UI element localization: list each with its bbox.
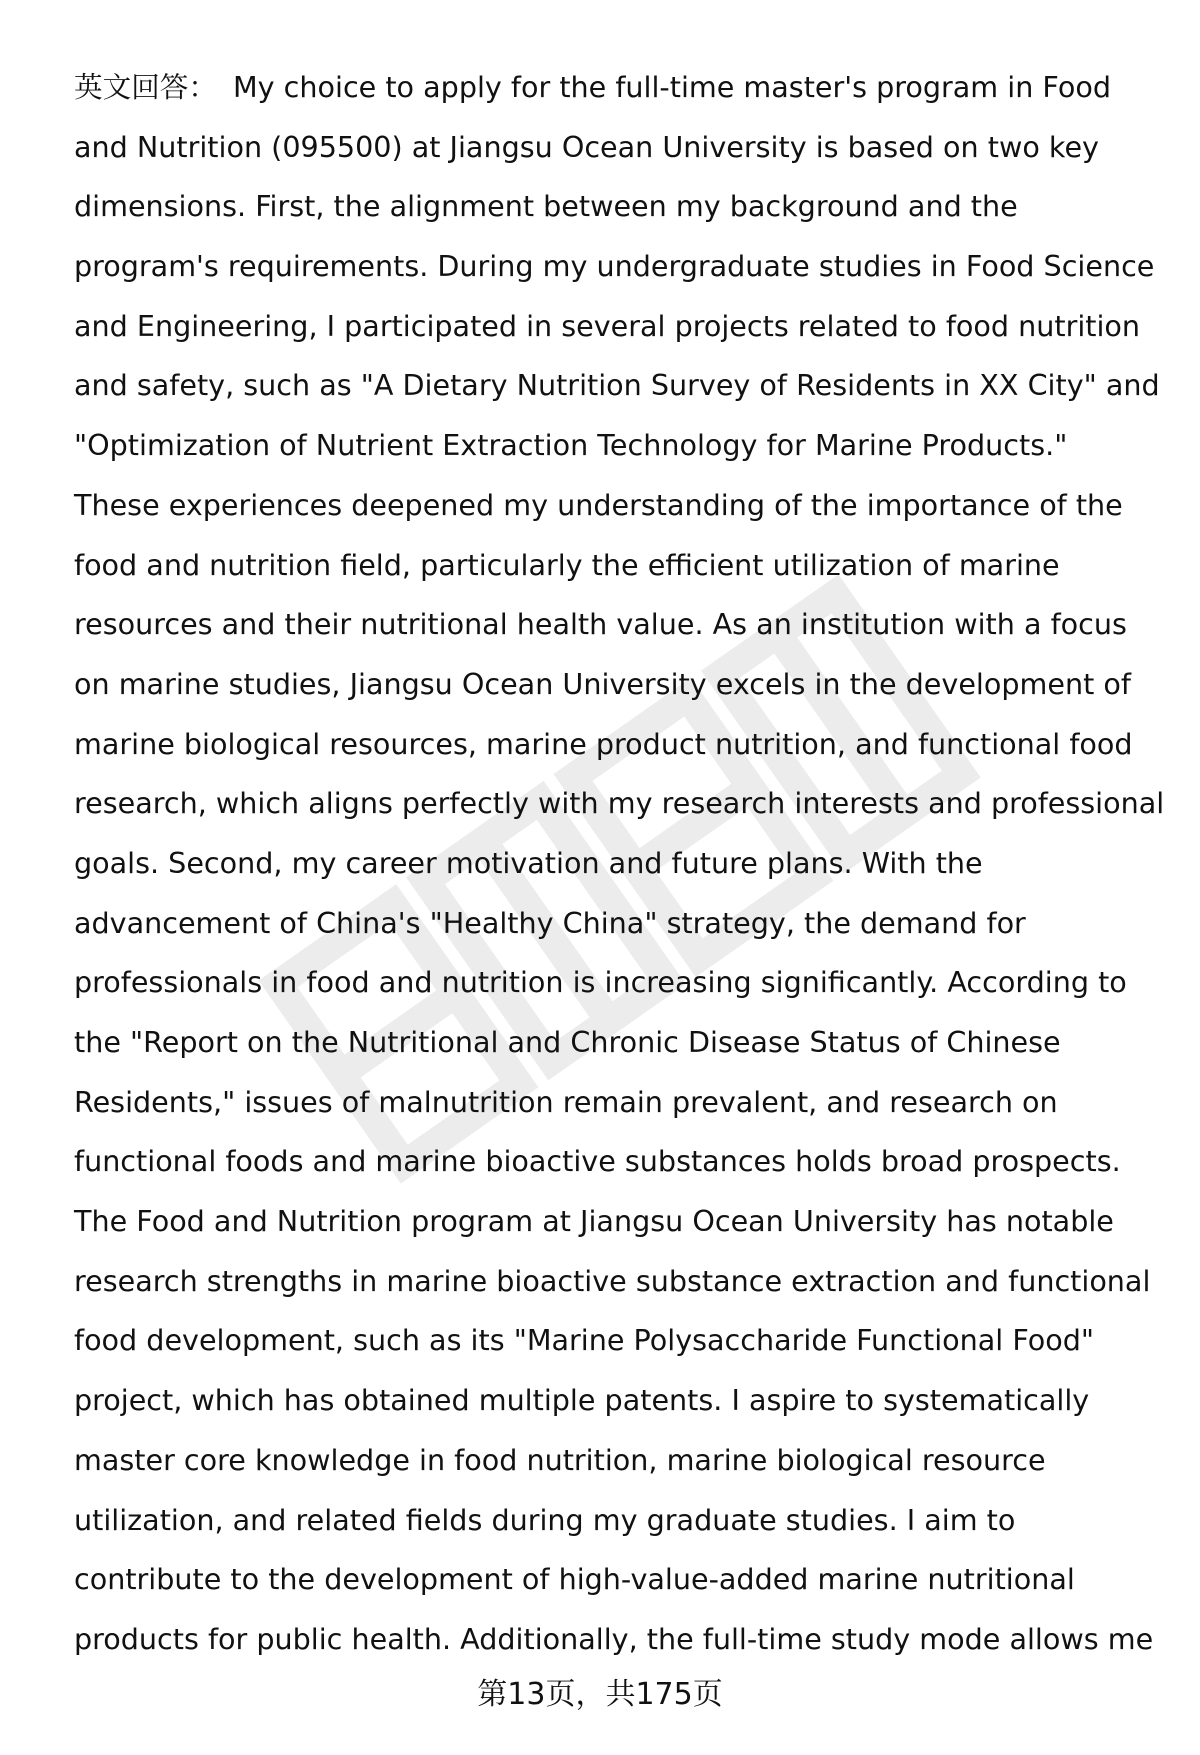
text-line: dimensions. First, the alignment between my background and the [74,189,1018,224]
page-indicator: 第13页，共175页 [477,1677,723,1712]
answer-label: 英文回答： [74,70,217,104]
answer-text-block [74,58,1165,1670]
text-line: products for public health. Additionally, the full-time study mode allows me [74,1621,1154,1656]
text-line: program's requirements. During my undergraduate studies in Food Science [74,249,1155,284]
text-line: and safety, such as "A Dietary Nutrition Survey of Residents in XX City" and [74,368,1160,403]
text-line: functional foods and marine bioactive substances holds broad prospects. [74,1144,1121,1179]
text-line: and Nutrition (095500) at Jiangsu Ocean University is based on two key [74,129,1099,164]
text-line: research strengths in marine bioactive substance extraction and functional [74,1263,1151,1298]
text-line: The Food and Nutrition program at Jiangsu Ocean University has notable [74,1204,1114,1239]
text-line: and Engineering, I participated in several projects related to food nutrition [74,308,1141,343]
text-line: These experiences deepened my understanding of the importance of the [74,487,1123,522]
text-line: Residents," issues of malnutrition remain prevalent, and research on [74,1084,1058,1119]
text-line: food development, such as its "Marine Polysaccharide Functional Food" [74,1323,1095,1358]
text-line: utilization, and related fields during my graduate studies. I aim to [74,1502,1016,1537]
text-line: project, which has obtained multiple patents. I aspire to systematically [74,1383,1090,1418]
text-line: contribute to the development of high-value-added marine nutritional [74,1562,1075,1597]
text-line: advancement of China's "Healthy China" strategy, the demand for [74,905,1026,940]
text-line: professionals in food and nutrition is increasing significantly. According to [74,965,1127,1000]
text-line: food and nutrition field, particularly the efficient utilization of marine [74,547,1060,582]
text-line: master core knowledge in food nutrition, marine biological resource [74,1442,1046,1477]
text-line: goals. Second, my career motivation and future plans. With the [74,845,983,880]
text-line: marine biological resources, marine product nutrition, and functional food [74,726,1133,761]
text-line: resources and their nutritional health value. As an institution with a focus [74,607,1127,642]
text-line: the "Report on the Nutritional and Chronic Disease Status of Chinese [74,1025,1061,1059]
text-line-content: My choice to apply for the full-time master's program in Food [232,70,1111,104]
text-line [74,58,1154,118]
text-line: on marine studies, Jiangsu Ocean University excels in the development of [74,666,1131,701]
text-line: "Optimization of Nutrient Extraction Technology for Marine Products." [74,428,1068,463]
text-line: research, which aligns perfectly with my research interests and professional [74,786,1165,821]
